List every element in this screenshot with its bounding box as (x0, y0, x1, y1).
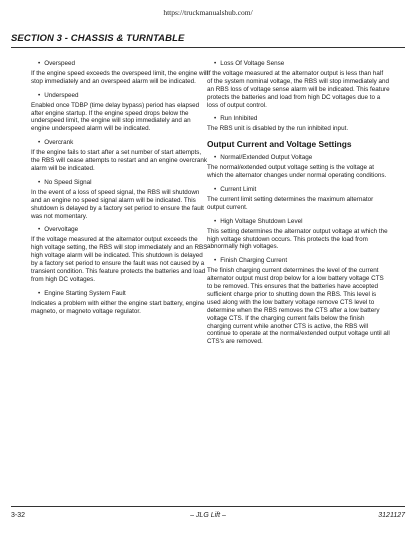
source-url[interactable]: https://truckmanualshub.com/ (163, 8, 253, 17)
body-paragraph: The normal/extended output voltage setting is the voltage at which the alternator changes under normal operating conditions. (207, 164, 387, 180)
left-column (31, 60, 209, 321)
section-title: SECTION 3 - CHASSIS & TURNTABLE (11, 33, 185, 44)
body-paragraph: The finish charging current determines the level of the current alternator output must drop below for a low battery voltage CTS to be removed. This ensures that the batteries have accepted sufficient charge prior to shutting down the RBS. This level is used along with the low battery voltage remove CTS level to determine when the RBS removes the CTS after a low battery voltage CTS. If the charging current falls below the finish charging current while another CTS is active, the RBS will continue to operate at the normal/extended output voltage until all CTS's are removed. (207, 267, 390, 346)
bullet-heading: • Overcrank (38, 139, 209, 147)
body-paragraph: This setting determines the alternator output voltage at which the high voltage shutdown occurs. This protects the load from abnormally high voltages. (207, 227, 388, 251)
bullet-heading: • Loss Of Voltage Sense (214, 60, 390, 68)
publisher-label: – JLG Lift – (190, 512, 226, 519)
bullet-heading: • Current Limit (214, 186, 390, 194)
body-paragraph: If the engine speed exceeds the overspeed limit, the engine will stop immediately and an overspeed alarm will be indicated. (31, 69, 208, 85)
page-number: 3-32 (11, 512, 26, 519)
body-paragraph: If the voltage measured at the alternator output is less than half of the system nominal voltage, the RBS will stop immediately and an RBS loss of voltage sense alarm will be indicated. This feature protects the batteries and load from high DC voltages due to a loss of output control. (207, 69, 390, 109)
bullet-heading: • Normal/Extended Output Voltage (214, 154, 390, 162)
bullet-heading: • Underspeed (38, 92, 209, 100)
body-paragraph: The RBS unit is disabled by the run inhibited input. (207, 125, 349, 133)
bullet-heading: • Overspeed (38, 60, 209, 68)
section-subheading: Output Current and Voltage Settings (207, 139, 352, 150)
body-paragraph: In the event of a loss of speed signal, the RBS will shutdown and an engine no speed signal alarm will be indicated. This shutdown is delayed by a factory set period to ensure the fault was not momentary. (31, 188, 204, 220)
body-paragraph: Indicates a problem with either the engine start battery, engine magneto, or magneto voltage regulator. (31, 299, 205, 315)
right-column (207, 60, 390, 352)
body-paragraph: If the engine fails to start after a set number of start attempts, the RBS will cease attempts to restart and an engine overcrank alarm will be indicated. (31, 149, 208, 172)
bullet-heading: • Run Inhibited (214, 115, 390, 123)
bullet-heading: • Overvoltage (38, 226, 209, 234)
body-paragraph: The current limit setting determines the maximum alternator output current. (207, 195, 374, 211)
bullet-heading: • High Voltage Shutdown Level (214, 218, 390, 226)
bullet-heading: • No Speed Signal (38, 179, 209, 187)
header-rule (11, 47, 405, 48)
footer-rule (11, 506, 405, 507)
bullet-heading: • Finish Charging Current (214, 257, 390, 265)
document-number: 3121127 (378, 512, 405, 519)
body-paragraph: If the voltage measured at the alternator output exceeds the high voltage setting, the RBS will stop immediately and an RBS high voltage alarm will be indicated. This shutdown is delayed by a factory set period to ensure the fault was not caused by a transient condition. This feature protects the batteries and load from high DC voltages. (31, 236, 208, 283)
bullet-heading: • Engine Starting System Fault (38, 290, 209, 298)
body-paragraph: Enabled once TDBP (time delay bypass) period has elapsed after engine startup. If the engine speed drops below the underspeed limit, the engine will stop immediately and an engine underspeed alarm will be indicated. (31, 101, 200, 133)
